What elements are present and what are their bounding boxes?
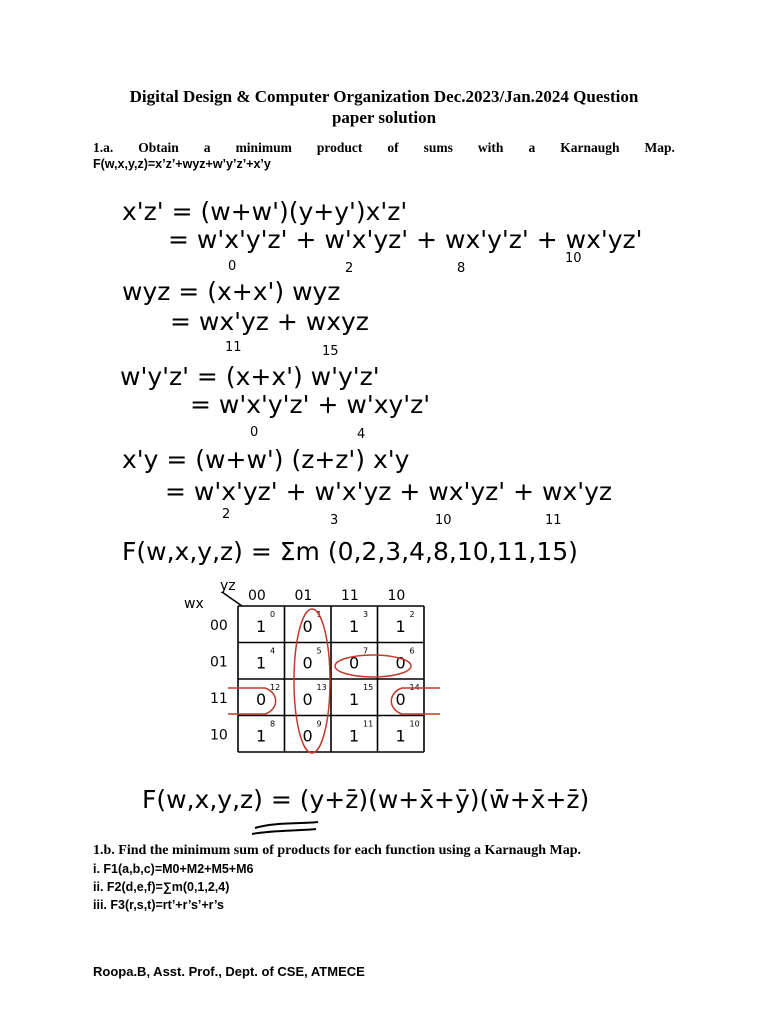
minterm-index: 2 [345, 261, 354, 276]
hw-line: x'z' = (w+w')(y+y')x'z' [122, 197, 408, 226]
q1a-word: minimum [235, 140, 292, 155]
minterm-index: 8 [457, 261, 466, 276]
hw-line: wyz = (x+x') wyz [122, 277, 341, 306]
page-footer: Roopa.B, Asst. Prof., Dept. of CSE, ATMECE [93, 964, 365, 979]
q1a-word: product [316, 140, 363, 155]
q1a-word: a [203, 140, 211, 155]
minterm-index: 0 [228, 259, 237, 274]
kmap-col-label: 11 [341, 588, 359, 604]
title-line-1: Digital Design & Computer Organization Dec.2023/Jan.2024 Question [129, 87, 639, 106]
kmap-cell-index: 4 [270, 646, 276, 656]
kmap-cell-index: 7 [363, 646, 369, 656]
kmap-cell-index: 6 [409, 646, 415, 656]
q1a-word: sums [423, 140, 453, 155]
kmap-cell-value: 0 [302, 653, 313, 673]
kmap-cell-index: 14 [409, 683, 420, 692]
karnaugh-map [184, 578, 440, 753]
minterm-index: 2 [222, 507, 231, 522]
kmap-cell-value: 1 [349, 617, 360, 636]
kmap-cell-value: 1 [395, 617, 406, 636]
kmap-cell-index: 8 [270, 719, 276, 729]
kmap-cell-value: 1 [349, 726, 360, 746]
q1a-word: a [528, 140, 536, 155]
hw-line: F(w,x,y,z) = Σm (0,2,3,4,8,10,11,15) [122, 537, 578, 566]
title-line-2: paper solution [331, 108, 437, 127]
hw-line: = w'x'y'z' + w'x'yz' + wx'y'z' + wx'yz' [168, 225, 643, 254]
kmap-cell-index: 10 [409, 719, 420, 729]
kmap-row-label: 00 [210, 618, 228, 634]
minterm-index: 0 [250, 425, 259, 440]
q1a-word: Obtain [138, 140, 179, 155]
q1a-word: of [387, 140, 399, 155]
underline-mark [252, 822, 318, 834]
minterm-index: 10 [565, 251, 582, 266]
kmap-row-label: 10 [210, 727, 228, 744]
kmap-cell-value: 0 [256, 690, 267, 709]
q1a-word: Karnaugh [560, 140, 620, 155]
kmap-loop-wrap-left [228, 688, 276, 714]
minterm-index: 11 [225, 340, 242, 355]
kmap-cell-value: 1 [256, 617, 267, 636]
minterm-index: 4 [357, 427, 366, 442]
kmap-cell-index: 2 [409, 610, 415, 619]
kmap-cell-value: 1 [256, 653, 267, 673]
question-1b-item: i. F1(a,b,c)=M0+M2+M5+M6 [93, 862, 254, 876]
question-1b [93, 842, 581, 914]
kmap-col-label: 00 [248, 588, 266, 604]
kmap-cell-value: 0 [395, 690, 406, 709]
hw-line: = w'x'yz' + w'x'yz + wx'yz' + wx'yz [165, 477, 613, 506]
q1a-word: 1.a. [93, 140, 114, 155]
question-1b-heading: 1.b. Find the minimum sum of products for each function using a Karnaugh Map. [93, 843, 581, 858]
kmap-cell-index: 1 [316, 610, 322, 619]
minterm-index: 3 [330, 513, 339, 528]
kmap-cell-index: 0 [270, 610, 276, 619]
minterm-index: 11 [545, 513, 562, 528]
kmap-cell-index: 5 [316, 646, 322, 656]
hw-line: x'y = (w+w') (z+z') x'y [122, 445, 410, 474]
kmap-cell-index: 3 [363, 610, 369, 619]
hw-line: w'y'z' = (x+x') w'y'z' [120, 362, 380, 391]
kmap-cell-value: 1 [256, 726, 267, 746]
kmap-col-label: 10 [387, 588, 406, 604]
kmap-col-var: yz [220, 578, 236, 594]
kmap-cell-value: 1 [349, 690, 360, 709]
hw-line: = w'x'y'z' + w'xy'z' [190, 390, 431, 419]
kmap-cell-index: 9 [316, 719, 322, 729]
hw-line: = wx'yz + wxyz [170, 307, 369, 336]
q1a-word: Map. [644, 140, 675, 155]
kmap-marks [210, 588, 420, 746]
kmap-cell-index: 13 [316, 683, 327, 692]
kmap-cell-index: 11 [363, 719, 374, 729]
kmap-cell-value: 0 [302, 690, 313, 709]
kmap-corner-line [222, 592, 242, 606]
kmap-cell-value: 0 [395, 653, 406, 673]
kmap-cell-index: 12 [270, 683, 281, 692]
kmap-cell-index: 15 [363, 683, 374, 692]
minterm-index: 10 [435, 513, 452, 528]
kmap-cell-value: 0 [349, 653, 360, 673]
question-1b-item: ii. F2(d,e,f)=∑m(0,1,2,4) [93, 880, 230, 894]
kmap-row-var: wx [184, 596, 204, 612]
kmap-cell-value: 0 [302, 726, 313, 746]
question-1a-function: F(w,x,y,z)=x’z’+wyz+w’y’z’+x’y [93, 157, 271, 171]
q1a-word: with [477, 140, 504, 155]
hw-line: F(w,x,y,z) = (y+z̄)(w+x̄+ȳ)(w̄+x̄+z̄) [142, 785, 590, 814]
kmap-col-label: 01 [294, 588, 313, 604]
kmap-row-label: 11 [210, 691, 228, 707]
minterm-index: 15 [322, 344, 339, 359]
kmap-cell-value: 1 [395, 726, 406, 746]
question-1b-item: iii. F3(r,s,t)=rt’+r’s’+r’s [93, 898, 224, 912]
kmap-cell-value: 0 [302, 617, 313, 636]
kmap-row-label: 01 [210, 654, 228, 671]
